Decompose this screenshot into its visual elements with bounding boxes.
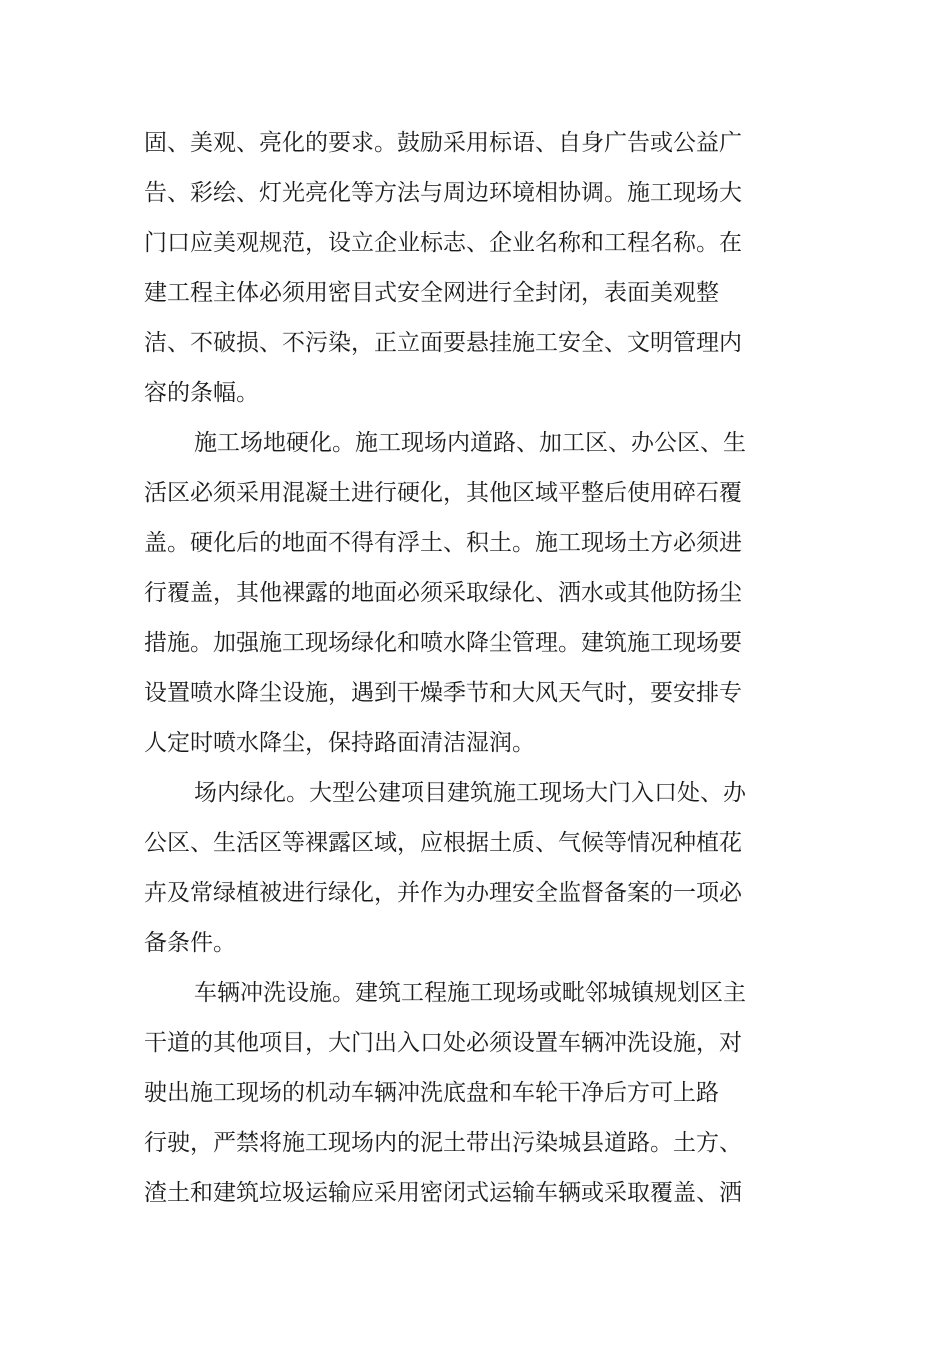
paragraph-start-line: 施工场地硬化。施工现场内道路、加工区、办公区、生: [194, 430, 746, 456]
text-line: 行驶，严禁将施工现场内的泥土带出污染城县道路。土方、: [144, 1130, 742, 1156]
body-text: [144, 118, 744, 1218]
text-line: 卉及常绿植被进行绿化，并作为办理安全监督备案的一项必: [144, 880, 742, 906]
text-line: 告、彩绘、灯光亮化等方法与周边环境相协调。施工现场大: [144, 180, 742, 206]
text-line: 备条件。: [144, 930, 236, 956]
text-line: 公区、生活区等裸露区域，应根据土质、气候等情况种植花: [144, 830, 742, 856]
text-line: 干道的其他项目，大门出入口处必须设置车辆冲洗设施，对: [144, 1030, 742, 1056]
text-line: 人定时喷水降尘，保持路面清洁湿润。: [144, 730, 535, 756]
text-line: 洁、不破损、不污染，正立面要悬挂施工安全、文明管理内: [144, 330, 742, 356]
text-line: 渣土和建筑垃圾运输应采用密闭式运输车辆或采取覆盖、洒: [144, 1180, 742, 1206]
text-line: 驶出施工现场的机动车辆冲洗底盘和车轮干净后方可上路: [144, 1080, 719, 1106]
paragraph-start-line: 车辆冲洗设施。建筑工程施工现场或毗邻城镇规划区主: [194, 980, 746, 1006]
text-line: 盖。硬化后的地面不得有浮土、积土。施工现场土方必须进: [144, 530, 742, 556]
text-line: 门口应美观规范，设立企业标志、企业名称和工程名称。在: [144, 230, 742, 256]
paragraph-start-line: 场内绿化。大型公建项目建筑施工现场大门入口处、办: [194, 780, 746, 806]
text-line: 行覆盖，其他裸露的地面必须采取绿化、洒水或其他防扬尘: [144, 580, 742, 606]
text-line: 建工程主体必须用密目式安全网进行全封闭，表面美观整: [144, 280, 719, 306]
text-line: 固、美观、亮化的要求。鼓励采用标语、自身广告或公益广: [144, 130, 742, 156]
text-line: 活区必须采用混凝土进行硬化，其他区域平整后使用碎石覆: [144, 480, 742, 506]
text-line: 设置喷水降尘设施，遇到干燥季节和大风天气时，要安排专: [144, 680, 742, 706]
text-line: 措施。加强施工现场绿化和喷水降尘管理。建筑施工现场要: [144, 630, 742, 656]
text-line: 容的条幅。: [144, 380, 259, 406]
